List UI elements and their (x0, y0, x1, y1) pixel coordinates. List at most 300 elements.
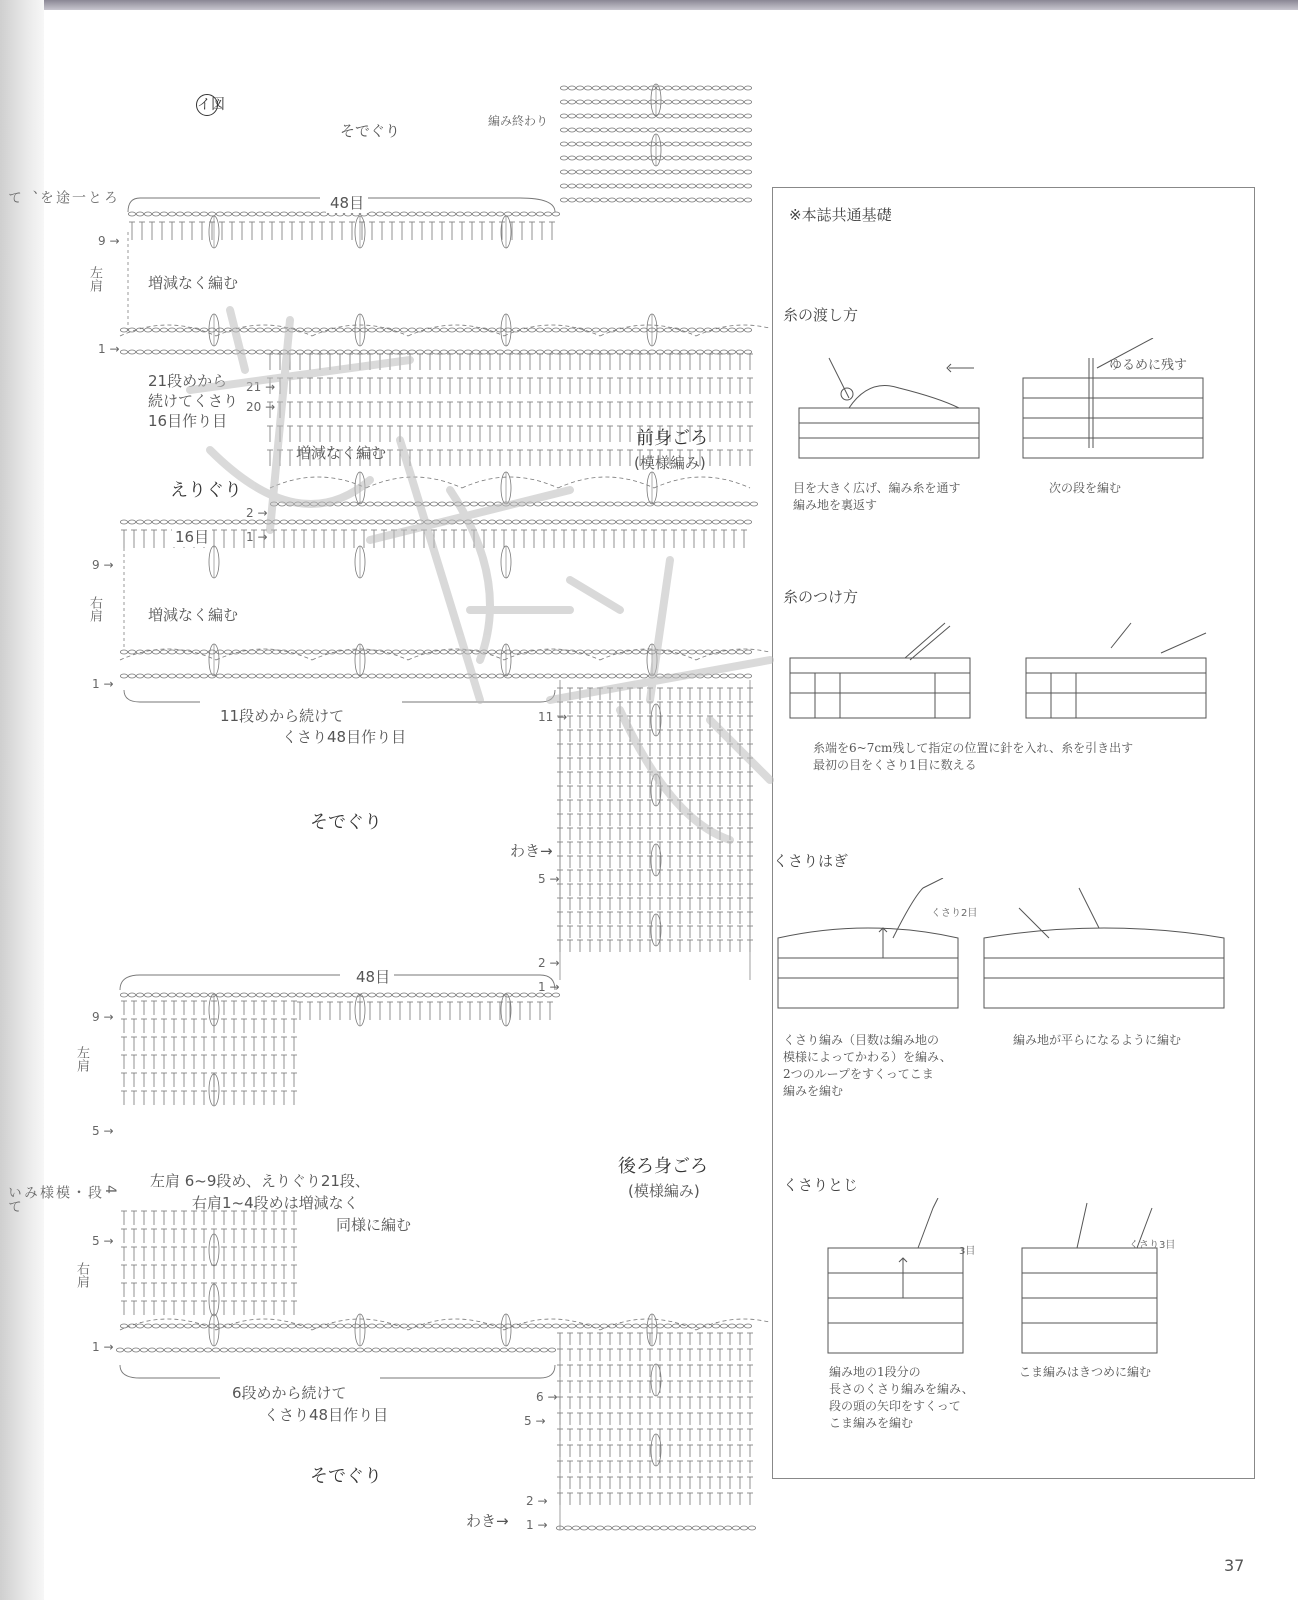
chain-stitch (672, 350, 679, 354)
chain-stitch (456, 520, 463, 524)
chain-stitch (376, 650, 383, 654)
chain-stitch (320, 674, 327, 678)
chain-stitch (576, 142, 583, 146)
chain-stitch (616, 114, 623, 118)
row-number: 5 → (92, 1234, 114, 1248)
chain-stitch (600, 198, 607, 202)
chain-stitch (260, 1348, 267, 1352)
chain-stitch (656, 674, 663, 678)
section-heading-chain-join: くさりはぎ (773, 852, 849, 870)
chain-stitch (296, 212, 303, 216)
chain-stitch (688, 142, 695, 146)
chain-stitch (406, 502, 413, 506)
chain-stitch (136, 993, 143, 997)
chain-stitch (728, 520, 735, 524)
chain-stitch (560, 86, 567, 90)
chain-stitch (728, 184, 735, 188)
chain-stitch (480, 212, 487, 216)
chain-stitch (164, 1348, 171, 1352)
chain-stitch (692, 1526, 699, 1530)
chain-stitch (744, 520, 751, 524)
chain-stitch (240, 328, 247, 332)
chain-stitch (740, 1526, 747, 1530)
row-number: 20 → (246, 400, 276, 414)
chain-stitch (544, 650, 551, 654)
chain-stitch (248, 520, 255, 524)
chain-stitch (636, 1526, 643, 1530)
chain-stitch (318, 502, 325, 506)
chain-stitch (656, 128, 663, 132)
chain-stitch (416, 350, 423, 354)
chain-stitch (552, 650, 559, 654)
chain-stitch (616, 128, 623, 132)
chain-stitch (496, 674, 503, 678)
chain-stitch (664, 156, 671, 160)
chain-stitch (300, 1348, 307, 1352)
chain-stitch (288, 350, 295, 354)
chain-stitch (408, 674, 415, 678)
chain-stitch (244, 1348, 251, 1352)
chain-stitch (140, 1348, 147, 1352)
chain-stitch (264, 1324, 271, 1328)
chain-stitch (608, 114, 615, 118)
chain-stitch (270, 502, 277, 506)
chain-stitch (632, 1324, 639, 1328)
chain-stitch (200, 993, 207, 997)
label-no-change-2: 増減なく編む (296, 444, 387, 462)
chain-stitch (192, 212, 199, 216)
chain-stitch (478, 502, 485, 506)
row-number: 1 → (538, 980, 560, 994)
chain-stitch (264, 993, 271, 997)
chain-stitch (256, 350, 263, 354)
chain-stitch (592, 142, 599, 146)
chain-stitch (712, 114, 719, 118)
chain-stitch (384, 1324, 391, 1328)
chain-stitch (372, 1348, 379, 1352)
chain-stitch (470, 502, 477, 506)
chain-stitch (320, 350, 327, 354)
chain-stitch (176, 350, 183, 354)
chain-stitch (696, 142, 703, 146)
chain-stitch (204, 1348, 211, 1352)
label-sleeve-mid: そでぐり (310, 812, 382, 833)
chain-stitch (374, 502, 381, 506)
chain-stitch (644, 1526, 651, 1530)
chain-stitch (544, 674, 551, 678)
chain-stitch (708, 1526, 715, 1530)
chain-stitch (152, 328, 159, 332)
chain-stitch (464, 350, 471, 354)
label-from-row21-2: 続けてくさり (148, 392, 239, 410)
chain-stitch (648, 100, 655, 104)
chain-stitch (424, 212, 431, 216)
chain-stitch (536, 520, 543, 524)
chain-stitch (342, 502, 349, 506)
chain-stitch (576, 520, 583, 524)
chain-join-illustration-2 (979, 878, 1229, 1018)
chain-stitch (648, 350, 655, 354)
chain-stitch (728, 142, 735, 146)
chain-stitch (632, 198, 639, 202)
chain-stitch (688, 1324, 695, 1328)
chain-stitch (496, 212, 503, 216)
chain-stitch (288, 674, 295, 678)
chain-stitch (656, 184, 663, 188)
chain-stitch (216, 674, 223, 678)
chain-stitch (172, 1348, 179, 1352)
chain-stitch (600, 674, 607, 678)
chain-stitch (304, 212, 311, 216)
chain-stitch (468, 1348, 475, 1352)
caption-chain-seam-1: 編み地の1段分の 長さのくさり編みを編み、 段の頭の矢印をすくって こま編みを編む (829, 1365, 974, 1430)
chain-stitch (696, 184, 703, 188)
chain-stitch (392, 520, 399, 524)
chain-stitch (720, 674, 727, 678)
chain-stitch (408, 328, 415, 332)
chain-stitch (574, 502, 581, 506)
page-number: 37 (1224, 1556, 1245, 1575)
chain-stitch (656, 142, 663, 146)
chain-stitch (368, 993, 375, 997)
chain-stitch (340, 1348, 347, 1352)
chain-stitch (288, 650, 295, 654)
chain-stitch (284, 1348, 291, 1352)
chain-stitch (584, 350, 591, 354)
chain-stitch (272, 1324, 279, 1328)
chain-stitch (398, 502, 405, 506)
chain-stitch (520, 520, 527, 524)
chain-stitch (472, 350, 479, 354)
chain-stitch (576, 128, 583, 132)
chain-stitch (536, 328, 543, 332)
chain-stitch (156, 1348, 163, 1352)
chain-stitch (240, 1324, 247, 1328)
chain-stitch (120, 1324, 127, 1328)
chain-stitch (744, 156, 751, 160)
chain-stitch (412, 1348, 419, 1352)
chain-stitch (304, 993, 311, 997)
chain-stitch (632, 142, 639, 146)
chain-stitch (608, 650, 615, 654)
chain-stitch (510, 502, 517, 506)
chain-stitch (744, 100, 751, 104)
chain-stitch (568, 156, 575, 160)
chain-stitch (560, 128, 567, 132)
tag-leave-loose: ゆるめに残す (1109, 358, 1188, 373)
chain-stitch (720, 184, 727, 188)
chain-stitch (480, 674, 487, 678)
chain-stitch (296, 350, 303, 354)
chain-stitch (488, 212, 495, 216)
chain-stitch (368, 212, 375, 216)
chain-stitch (624, 156, 631, 160)
chain-stitch (712, 674, 719, 678)
chain-stitch (392, 650, 399, 654)
chain-stitch (120, 650, 127, 654)
chain-stitch (432, 674, 439, 678)
chain-stitch (616, 86, 623, 90)
chain-stitch (640, 520, 647, 524)
chain-stitch (480, 650, 487, 654)
chain-stitch (464, 328, 471, 332)
chain-stitch (312, 350, 319, 354)
chain-stitch (344, 993, 351, 997)
dimension-line (120, 975, 555, 990)
chain-stitch (414, 502, 421, 506)
chain-stitch (408, 1324, 415, 1328)
chain-stitch (640, 1324, 647, 1328)
label-side-bottom: わき→ (466, 1512, 509, 1530)
row-number: 2 → (538, 956, 560, 970)
row-number: 1 → (92, 677, 114, 691)
chain-stitch (280, 212, 287, 216)
chain-stitch (360, 1324, 367, 1328)
chain-stitch (224, 212, 231, 216)
chain-stitch (440, 1324, 447, 1328)
label-no-change-3: 増減なく編む (148, 606, 239, 624)
chain-stitch (728, 114, 735, 118)
chain-stitch (286, 502, 293, 506)
chain-stitch (336, 993, 343, 997)
dimension-line (120, 1365, 555, 1378)
chain-stitch (608, 156, 615, 160)
chain-stitch (316, 1348, 323, 1352)
chain-stitch (272, 650, 279, 654)
chain-stitch (520, 993, 527, 997)
chain-stitch (196, 1348, 203, 1352)
chain-stitch (728, 128, 735, 132)
chain-stitch (176, 212, 183, 216)
chain-stitch (232, 1324, 239, 1328)
label-right-shoulder: 右肩 (87, 596, 102, 622)
chain-stitch (652, 1526, 659, 1530)
chain-stitch (344, 674, 351, 678)
row-number: 21 → (246, 380, 276, 394)
chain-stitch (128, 650, 135, 654)
chain-stitch (656, 350, 663, 354)
chain-stitch (624, 184, 631, 188)
chain-stitch (640, 184, 647, 188)
chain-stitch (688, 170, 695, 174)
chain-stitch (352, 520, 359, 524)
chain-stitch (640, 170, 647, 174)
chain-stitch (326, 502, 333, 506)
chain-stitch (712, 100, 719, 104)
chain-stitch (216, 650, 223, 654)
chain-stitch (528, 1324, 535, 1328)
chain-stitch (654, 502, 661, 506)
chain-stitch (624, 170, 631, 174)
chain-stitch (192, 650, 199, 654)
chain-stitch (712, 520, 719, 524)
chain-stitch (328, 520, 335, 524)
chain-stitch (180, 1348, 187, 1352)
chain-stitch (280, 674, 287, 678)
chain-stitch (152, 674, 159, 678)
chain-stitch (188, 1348, 195, 1352)
chain-stitch (704, 170, 711, 174)
chain-stitch (408, 650, 415, 654)
caption-chain-join-1: くさり編み（目数は編み地の 模様によってかわる）を編み、 2つのループをすくってこま 編みを編む (783, 1033, 952, 1098)
chain-stitch (336, 520, 343, 524)
chain-arc (696, 325, 770, 336)
chain-stitch (592, 100, 599, 104)
chain-stitch (176, 674, 183, 678)
chain-stitch (152, 212, 159, 216)
chain-stitch (734, 502, 741, 506)
chain-stitch (712, 198, 719, 202)
chain-seam-illustration-2 (1017, 1198, 1167, 1358)
chain-stitch (352, 1324, 359, 1328)
chain-stitch (184, 650, 191, 654)
chain-stitch (344, 650, 351, 654)
chain-stitch (632, 184, 639, 188)
chain-stitch (144, 674, 151, 678)
chain-stitch (448, 674, 455, 678)
chain-stitch (160, 350, 167, 354)
chain-stitch (664, 86, 671, 90)
chain-stitch (548, 1348, 555, 1352)
chain-stitch (152, 520, 159, 524)
chain-stitch (584, 674, 591, 678)
reference-title: ※本誌共通基礎 (789, 206, 892, 224)
chain-stitch (280, 993, 287, 997)
chain-stitch (672, 650, 679, 654)
chain-stitch (560, 1324, 567, 1328)
thread-attach-illustration-1 (785, 618, 975, 728)
chain-stitch (728, 328, 735, 332)
chain-stitch (688, 86, 695, 90)
chain-stitch (686, 502, 693, 506)
chain-stitch (640, 674, 647, 678)
chain-stitch (528, 212, 535, 216)
chain-stitch (612, 1526, 619, 1530)
chain-stitch (584, 1324, 591, 1328)
chain-stitch (184, 1324, 191, 1328)
chain-stitch (256, 650, 263, 654)
chain-stitch (520, 350, 527, 354)
chain-stitch (540, 1348, 547, 1352)
chain-stitch (672, 114, 679, 118)
chain-stitch (712, 1324, 719, 1328)
chain-stitch (422, 502, 429, 506)
chain-stitch (584, 114, 591, 118)
chain-stitch (512, 650, 519, 654)
chain-stitch (672, 170, 679, 174)
chain-stitch (640, 142, 647, 146)
chain-stitch (252, 1348, 259, 1352)
label-back-note-1: 左肩 6~9段め、えりぐり21段、 (150, 1172, 370, 1190)
chain-stitch (592, 328, 599, 332)
chain-stitch (296, 650, 303, 654)
label-back-body: 後ろ身ごろ (618, 1156, 708, 1177)
chain-stitch (268, 1348, 275, 1352)
chain-stitch (576, 114, 583, 118)
label-no-change-1: 増減なく編む (148, 274, 239, 292)
chain-stitch (184, 520, 191, 524)
chain-stitch (484, 1348, 491, 1352)
chain-stitch (726, 502, 733, 506)
chain-stitch (400, 212, 407, 216)
chain-stitch (632, 128, 639, 132)
chain-stitch (616, 198, 623, 202)
section-heading-chain-seam: くさりとじ (783, 1176, 859, 1194)
chain-stitch (200, 1324, 207, 1328)
chain-stitch (416, 650, 423, 654)
chain-stitch (616, 674, 623, 678)
chain-stitch (576, 674, 583, 678)
chain-stitch (584, 520, 591, 524)
chain-stitch (208, 520, 215, 524)
chain-stitch (704, 114, 711, 118)
chain-stitch (136, 212, 143, 216)
chain-stitch (596, 1526, 603, 1530)
chain-stitch (272, 674, 279, 678)
chain-stitch (312, 328, 319, 332)
chain-stitch (720, 156, 727, 160)
chain-stitch (480, 350, 487, 354)
chain-stitch (664, 170, 671, 174)
chain-stitch (696, 328, 703, 332)
edge-text-top: ろ と 一 途 を 、 て (6, 190, 118, 204)
chain-stitch (288, 520, 295, 524)
chain-stitch (560, 650, 567, 654)
chain-stitch (248, 674, 255, 678)
chain-stitch (720, 198, 727, 202)
chain-stitch (192, 993, 199, 997)
chain-stitch (280, 650, 287, 654)
chain-stitch (168, 1324, 175, 1328)
chain-stitch (408, 212, 415, 216)
label-16: 16目 (172, 526, 212, 547)
chain-stitch (404, 1348, 411, 1352)
chain-stitch (388, 1348, 395, 1352)
chain-stitch (584, 184, 591, 188)
chain-stitch (424, 350, 431, 354)
chain-arc (558, 477, 654, 488)
label-sleeve-bottom: そでぐり (310, 1466, 382, 1487)
chain-stitch (456, 674, 463, 678)
chain-stitch (628, 1526, 635, 1530)
chain-stitch (456, 212, 463, 216)
chain-stitch (152, 650, 159, 654)
chain-stitch (550, 502, 557, 506)
chain-stitch (512, 993, 519, 997)
chain-stitch (696, 674, 703, 678)
section-heading-thread-carry: 糸の渡し方 (783, 306, 859, 324)
chain-stitch (600, 170, 607, 174)
chain-stitch (430, 502, 437, 506)
chain-stitch (720, 170, 727, 174)
chain-stitch (560, 328, 567, 332)
chain-stitch (520, 212, 527, 216)
chain-stitch (408, 520, 415, 524)
chain-stitch (640, 328, 647, 332)
chain-stitch (600, 156, 607, 160)
chain-stitch (390, 502, 397, 506)
chain-stitch (608, 142, 615, 146)
chain-stitch (128, 520, 135, 524)
chain-stitch (568, 520, 575, 524)
chain-stitch (544, 328, 551, 332)
chain-stitch (632, 86, 639, 90)
chain-stitch (416, 520, 423, 524)
label-side-mid: わき→ (510, 842, 553, 860)
chain-stitch (392, 350, 399, 354)
label-from-row6-2: くさり48目作り目 (264, 1406, 389, 1424)
chain-stitch (576, 650, 583, 654)
